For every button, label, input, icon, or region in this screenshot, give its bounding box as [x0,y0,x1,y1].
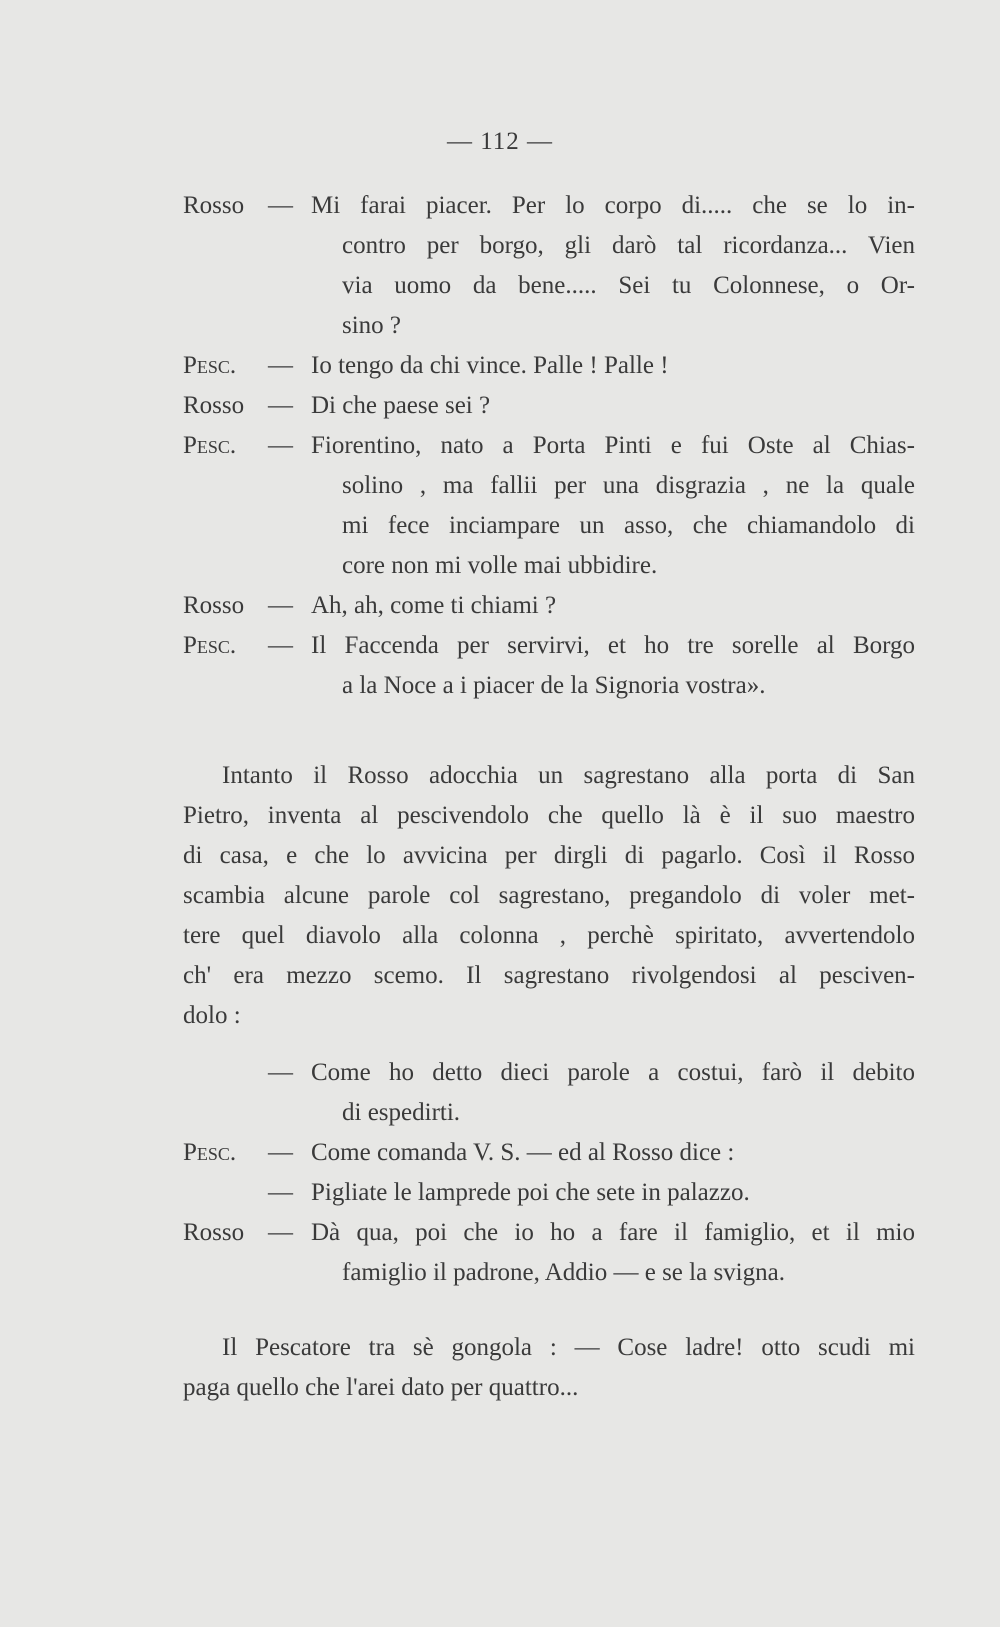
dialogue-line: sino ? [342,312,402,339]
dialogue-line: Mi farai piacer. Per lo corpo di..... che se lo in- [311,192,915,219]
speaker-name: Rosso [183,592,245,619]
dialogue-line: via uomo da bene..... Sei tu Colonnese, o Or- [342,272,915,299]
dialogue-line: di espedirti. [342,1099,461,1126]
paragraph-line: tere quel diavolo alla colonna , perchè spiritato, avvertendolo [183,922,915,949]
dialogue-dash: — [268,352,293,379]
dialogue-line: Come comanda V. S. — ed al Rosso dice : [311,1139,735,1166]
speaker-name: Pesc. [183,1139,237,1166]
paragraph-line: di casa, e che lo avvicina per dirgli di pagarlo. Così il Rosso [183,842,915,869]
dialogue-dash: — [268,432,293,459]
dialogue-dash: — [268,1059,293,1086]
dialogue-dash: — [268,592,293,619]
dialogue-line: a la Noce a i piacer de la Signoria vostra». [342,672,766,699]
dialogue-line: solino , ma fallii per una disgrazia , ne la quale [342,472,915,499]
dialogue-dash: — [268,392,293,419]
dialogue-line: Fiorentino, nato a Porta Pinti e fui Oste al Chias- [311,432,915,459]
page-number: — 112 — [446,128,554,155]
dialogue-line: Il Faccenda per servirvi, et ho tre sorelle al Borgo [311,632,915,659]
paragraph-line: scambia alcune parole col sagrestano, pregandolo di voler met- [183,882,915,909]
dialogue-line: Come ho detto dieci parole a costui, farò il debito [311,1059,915,1086]
paragraph-line: ch' era mezzo scemo. Il sagrestano rivolgendosi al pesciven- [183,962,915,989]
dialogue-dash: — [268,1219,293,1246]
dialogue-dash: — [268,192,293,219]
dialogue-dash: — [268,632,293,659]
dialogue-line: Dà qua, poi che io ho a fare il famiglio, et il mio [311,1219,915,1246]
dialogue-line: core non mi volle mai ubbidire. [342,552,658,579]
dialogue-line: Io tengo da chi vince. Palle ! Palle ! [311,352,669,379]
dialogue-line: mi fece inciampare un asso, che chiamandolo di [342,512,915,539]
dialogue-line: Di che paese sei ? [311,392,491,419]
speaker-name: Rosso [183,192,245,219]
paragraph-line: Pietro, inventa al pescivendolo che quello là è il suo maestro [183,802,915,829]
paragraph-line: dolo : [183,1002,241,1029]
paragraph-line: Il Pescatore tra sè gongola : — Cose ladre! otto scudi mi [222,1334,915,1361]
dialogue-line: contro per borgo, gli darò tal ricordanza... Vien [342,232,915,259]
dialogue-line: Pigliate le lamprede poi che sete in palazzo. [311,1179,750,1206]
speaker-name: Pesc. [183,432,237,459]
dialogue-line: famiglio il padrone, Addio — e se la svigna. [342,1259,785,1286]
speaker-name: Pesc. [183,352,237,379]
dialogue-dash: — [268,1139,293,1166]
speaker-name: Rosso [183,392,245,419]
paragraph-line: Intanto il Rosso adocchia un sagrestano alla porta di San [222,762,915,789]
dialogue-dash: — [268,1179,293,1206]
dialogue-line: Ah, ah, come ti chiami ? [311,592,557,619]
speaker-name: Rosso [183,1219,245,1246]
paragraph-line: paga quello che l'arei dato per quattro... [183,1374,579,1401]
speaker-name: Pesc. [183,632,237,659]
